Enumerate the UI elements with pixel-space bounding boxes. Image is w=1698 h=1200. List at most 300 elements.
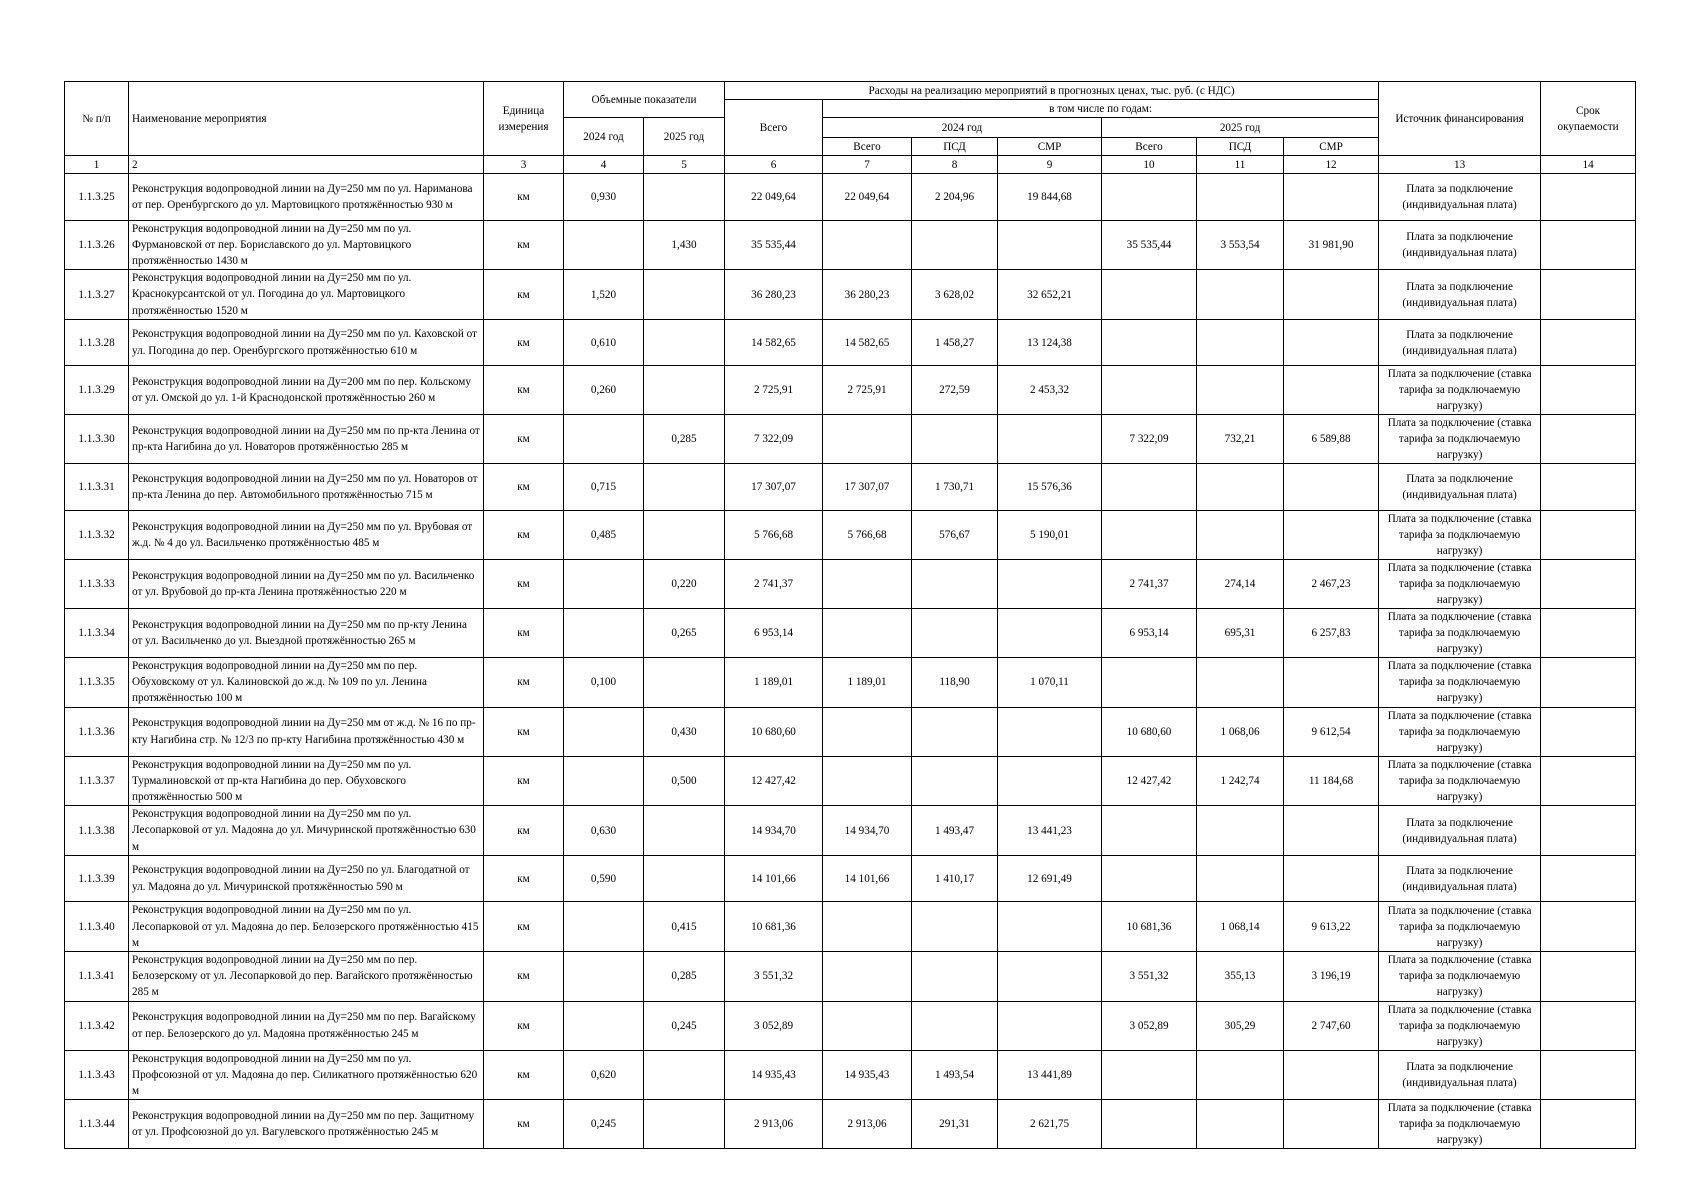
funding-source-cell: Плата за подключение (ставка тарифа за подключаемую нагрузку) — [1379, 756, 1541, 806]
total-2024-cell: 14 935,43 — [823, 1050, 912, 1100]
header-unit: Единица измерения — [484, 82, 564, 156]
total-cost-cell: 3 052,89 — [725, 1001, 823, 1050]
psd-2025-cell — [1197, 1050, 1284, 1100]
investment-program-table — [64, 81, 1636, 1149]
smr-2025-cell — [1284, 366, 1379, 415]
measure-name: Реконструкция водопроводной линии на Ду=250 мм по ул. Лесопарковой от ул. Мадояна до ул. Мичуринской протяжённостью 630 м — [129, 806, 484, 856]
payback-cell — [1541, 174, 1636, 221]
measure-name: Реконструкция водопроводной линии на Ду=250 мм по ул. Врубовая от ж.д. № 4 до ул. Васильченко протяжённостью 485 м — [129, 511, 484, 560]
header-volume-2025: 2025 год — [644, 118, 725, 156]
psd-2024-cell — [912, 902, 998, 952]
volume-2025-cell: 1,430 — [644, 220, 725, 270]
payback-cell — [1541, 707, 1636, 756]
volume-2025-cell: 0,285 — [644, 415, 725, 464]
header-2024-total: Всего — [823, 138, 912, 156]
total-cost-cell: 36 280,23 — [725, 270, 823, 320]
psd-2025-cell — [1197, 319, 1284, 366]
volume-2025-cell: 0,430 — [644, 707, 725, 756]
smr-2024-cell — [998, 902, 1102, 952]
total-2025-cell: 10 681,36 — [1102, 902, 1197, 952]
payback-cell — [1541, 220, 1636, 270]
psd-2024-cell — [912, 609, 998, 658]
volume-2025-cell — [644, 270, 725, 320]
volume-2024-cell: 0,630 — [564, 806, 644, 856]
smr-2024-cell — [998, 560, 1102, 609]
row-number: 1.1.3.44 — [65, 1100, 129, 1149]
total-cost-cell: 7 322,09 — [725, 415, 823, 464]
column-number: 13 — [1379, 156, 1541, 174]
total-2025-cell: 3 551,32 — [1102, 952, 1197, 1002]
smr-2025-cell: 6 257,83 — [1284, 609, 1379, 658]
volume-2025-cell — [644, 855, 725, 902]
total-2024-cell — [823, 707, 912, 756]
payback-cell — [1541, 1100, 1636, 1149]
total-2025-cell: 35 535,44 — [1102, 220, 1197, 270]
unit-cell: км — [484, 609, 564, 658]
table-row — [65, 1050, 1636, 1100]
psd-2024-cell: 291,31 — [912, 1100, 998, 1149]
row-number: 1.1.3.28 — [65, 319, 129, 366]
volume-2024-cell — [564, 560, 644, 609]
smr-2024-cell — [998, 415, 1102, 464]
header-payback: Срок окупаемости — [1541, 82, 1636, 156]
total-2025-cell — [1102, 174, 1197, 221]
smr-2025-cell: 2 747,60 — [1284, 1001, 1379, 1050]
total-cost-cell: 14 582,65 — [725, 319, 823, 366]
volume-2025-cell — [644, 1100, 725, 1149]
measure-name: Реконструкция водопроводной линии на Ду=250 мм по ул. Лесопарковой от ул. Мадояна до пер. Белозерского протяжённостью 415 м — [129, 902, 484, 952]
smr-2024-cell — [998, 952, 1102, 1002]
column-number: 3 — [484, 156, 564, 174]
psd-2025-cell: 1 068,14 — [1197, 902, 1284, 952]
unit-cell: км — [484, 415, 564, 464]
funding-source-cell: Плата за подключение (индивидуальная плата) — [1379, 464, 1541, 511]
total-2024-cell — [823, 220, 912, 270]
total-cost-cell: 2 741,37 — [725, 560, 823, 609]
smr-2025-cell: 2 467,23 — [1284, 560, 1379, 609]
header-expenses: Расходы на реализацию мероприятий в прогнозных ценах, тыс. руб. (с НДС) — [725, 82, 1379, 100]
funding-source-cell: Плата за подключение (индивидуальная плата) — [1379, 270, 1541, 320]
smr-2024-cell — [998, 707, 1102, 756]
smr-2024-cell — [998, 220, 1102, 270]
volume-2025-cell: 0,245 — [644, 1001, 725, 1050]
column-number: 1 — [65, 156, 129, 174]
psd-2024-cell: 576,67 — [912, 511, 998, 560]
column-number: 4 — [564, 156, 644, 174]
payback-cell — [1541, 511, 1636, 560]
smr-2025-cell: 31 981,90 — [1284, 220, 1379, 270]
measure-name: Реконструкция водопроводной линии на Ду=250 мм по ул. Васильченко от ул. Врубовой до пр-кта Ленина протяжённостью 220 м — [129, 560, 484, 609]
smr-2025-cell — [1284, 1050, 1379, 1100]
psd-2024-cell — [912, 756, 998, 806]
psd-2024-cell — [912, 707, 998, 756]
table-row — [65, 319, 1636, 366]
smr-2025-cell — [1284, 319, 1379, 366]
psd-2025-cell — [1197, 174, 1284, 221]
table-row — [65, 1001, 1636, 1050]
psd-2025-cell — [1197, 806, 1284, 856]
volume-2025-cell — [644, 174, 725, 221]
total-cost-cell: 6 953,14 — [725, 609, 823, 658]
volume-2024-cell — [564, 1001, 644, 1050]
total-2024-cell: 14 582,65 — [823, 319, 912, 366]
unit-cell: км — [484, 902, 564, 952]
psd-2024-cell: 272,59 — [912, 366, 998, 415]
total-2024-cell: 17 307,07 — [823, 464, 912, 511]
total-2025-cell: 10 680,60 — [1102, 707, 1197, 756]
measure-name: Реконструкция водопроводной линии на Ду=250 мм от ж.д. № 16 по пр-кту Нагибина стр. № 12/3 по пр-кту Нагибина протяжённостью 430 м — [129, 707, 484, 756]
psd-2024-cell — [912, 1001, 998, 1050]
measure-name: Реконструкция водопроводной линии на Ду=250 мм по ул. Каховской от ул. Погодина до пер. Оренбургского протяжённостью 610 м — [129, 319, 484, 366]
payback-cell — [1541, 270, 1636, 320]
measure-name: Реконструкция водопроводной линии на Ду=250 мм по ул. Фурмановской от пер. Бориславского до ул. Мартовицкого протяжённостью 1430 м — [129, 220, 484, 270]
row-number: 1.1.3.32 — [65, 511, 129, 560]
header-total: Всего — [725, 100, 823, 156]
psd-2024-cell — [912, 560, 998, 609]
total-2024-cell — [823, 952, 912, 1002]
column-number: 2 — [129, 156, 484, 174]
payback-cell — [1541, 952, 1636, 1002]
unit-cell: км — [484, 270, 564, 320]
header-year-2025: 2025 год — [1102, 118, 1379, 138]
table-body — [65, 174, 1636, 1149]
header-year-2024: 2024 год — [823, 118, 1102, 138]
header-2025-total: Всего — [1102, 138, 1197, 156]
volume-2024-cell — [564, 952, 644, 1002]
total-2024-cell: 2 725,91 — [823, 366, 912, 415]
psd-2024-cell: 1 730,71 — [912, 464, 998, 511]
table-row — [65, 270, 1636, 320]
funding-source-cell: Плата за подключение (ставка тарифа за подключаемую нагрузку) — [1379, 952, 1541, 1002]
header-2025-smr: СМР — [1284, 138, 1379, 156]
payback-cell — [1541, 464, 1636, 511]
psd-2024-cell: 1 493,47 — [912, 806, 998, 856]
unit-cell: км — [484, 855, 564, 902]
psd-2024-cell — [912, 220, 998, 270]
row-number: 1.1.3.42 — [65, 1001, 129, 1050]
total-cost-cell: 3 551,32 — [725, 952, 823, 1002]
payback-cell — [1541, 366, 1636, 415]
unit-cell: км — [484, 174, 564, 221]
total-2024-cell — [823, 756, 912, 806]
psd-2024-cell — [912, 952, 998, 1002]
payback-cell — [1541, 1001, 1636, 1050]
measure-name: Реконструкция водопроводной линии на Ду=250 мм по пер. Белозерскому от ул. Лесопарковой до пер. Вагайского протяжённостью 285 м — [129, 952, 484, 1002]
smr-2025-cell: 9 612,54 — [1284, 707, 1379, 756]
smr-2025-cell — [1284, 464, 1379, 511]
volume-2025-cell — [644, 366, 725, 415]
header-volume-2024: 2024 год — [564, 118, 644, 156]
total-2025-cell — [1102, 806, 1197, 856]
volume-2025-cell — [644, 511, 725, 560]
psd-2025-cell: 3 553,54 — [1197, 220, 1284, 270]
total-2025-cell — [1102, 511, 1197, 560]
table-row — [65, 806, 1636, 856]
row-number: 1.1.3.40 — [65, 902, 129, 952]
row-number: 1.1.3.37 — [65, 756, 129, 806]
row-number: 1.1.3.30 — [65, 415, 129, 464]
total-cost-cell: 2 725,91 — [725, 366, 823, 415]
total-2025-cell: 12 427,42 — [1102, 756, 1197, 806]
header-2024-smr: СМР — [998, 138, 1102, 156]
payback-cell — [1541, 1050, 1636, 1100]
header-by-years: в том числе по годам: — [823, 100, 1379, 118]
total-cost-cell: 35 535,44 — [725, 220, 823, 270]
funding-source-cell: Плата за подключение (ставка тарифа за подключаемую нагрузку) — [1379, 560, 1541, 609]
total-2024-cell: 1 189,01 — [823, 658, 912, 708]
funding-source-cell: Плата за подключение (индивидуальная плата) — [1379, 220, 1541, 270]
volume-2025-cell: 0,265 — [644, 609, 725, 658]
measure-name: Реконструкция водопроводной линии на Ду=250 мм по пер. Защитному от ул. Профсоюзной до ул. Вагулевского протяжённостью 245 м — [129, 1100, 484, 1149]
smr-2024-cell: 5 190,01 — [998, 511, 1102, 560]
header-name: Наименование мероприятия — [129, 82, 484, 156]
smr-2024-cell: 13 441,23 — [998, 806, 1102, 856]
smr-2024-cell: 2 621,75 — [998, 1100, 1102, 1149]
funding-source-cell: Плата за подключение (ставка тарифа за подключаемую нагрузку) — [1379, 511, 1541, 560]
unit-cell: км — [484, 707, 564, 756]
smr-2024-cell: 32 652,21 — [998, 270, 1102, 320]
total-cost-cell: 5 766,68 — [725, 511, 823, 560]
total-2024-cell: 14 101,66 — [823, 855, 912, 902]
table-row — [65, 609, 1636, 658]
volume-2025-cell: 0,500 — [644, 756, 725, 806]
total-cost-cell: 14 935,43 — [725, 1050, 823, 1100]
total-2025-cell — [1102, 464, 1197, 511]
unit-cell: км — [484, 366, 564, 415]
psd-2025-cell: 355,13 — [1197, 952, 1284, 1002]
volume-2024-cell: 0,620 — [564, 1050, 644, 1100]
smr-2024-cell: 12 691,49 — [998, 855, 1102, 902]
measure-name: Реконструкция водопроводной линии на Ду=250 мм по ул. Новаторов от пр-кта Ленина до пер. Автомобильного протяжённостью 715 м — [129, 464, 484, 511]
table-row — [65, 658, 1636, 708]
smr-2024-cell: 19 844,68 — [998, 174, 1102, 221]
smr-2024-cell — [998, 609, 1102, 658]
measure-name: Реконструкция водопроводной линии на Ду=250 мм по ул. Нариманова от пер. Оренбургского до ул. Мартовицкого протяжённостью 930 м — [129, 174, 484, 221]
total-cost-cell: 10 681,36 — [725, 902, 823, 952]
smr-2025-cell — [1284, 658, 1379, 708]
unit-cell: км — [484, 464, 564, 511]
table-row — [65, 220, 1636, 270]
measure-name: Реконструкция водопроводной линии на Ду=250 мм по пер. Вагайскому от пер. Белозерского до ул. Мадояна протяжённостью 245 м — [129, 1001, 484, 1050]
volume-2024-cell: 0,590 — [564, 855, 644, 902]
unit-cell: км — [484, 220, 564, 270]
total-2024-cell: 36 280,23 — [823, 270, 912, 320]
column-number: 7 — [823, 156, 912, 174]
total-2025-cell — [1102, 270, 1197, 320]
volume-2024-cell: 0,485 — [564, 511, 644, 560]
table-row — [65, 464, 1636, 511]
total-cost-cell: 1 189,01 — [725, 658, 823, 708]
smr-2025-cell — [1284, 511, 1379, 560]
column-number: 6 — [725, 156, 823, 174]
volume-2024-cell: 0,610 — [564, 319, 644, 366]
total-cost-cell: 2 913,06 — [725, 1100, 823, 1149]
table-row — [65, 707, 1636, 756]
volume-2025-cell: 0,220 — [644, 560, 725, 609]
smr-2025-cell: 11 184,68 — [1284, 756, 1379, 806]
column-number: 9 — [998, 156, 1102, 174]
smr-2024-cell — [998, 1001, 1102, 1050]
funding-source-cell: Плата за подключение (ставка тарифа за подключаемую нагрузку) — [1379, 658, 1541, 708]
total-2024-cell: 2 913,06 — [823, 1100, 912, 1149]
unit-cell: км — [484, 1100, 564, 1149]
total-cost-cell: 14 934,70 — [725, 806, 823, 856]
row-number: 1.1.3.31 — [65, 464, 129, 511]
psd-2025-cell: 732,21 — [1197, 415, 1284, 464]
row-number: 1.1.3.27 — [65, 270, 129, 320]
smr-2025-cell — [1284, 1100, 1379, 1149]
row-number: 1.1.3.36 — [65, 707, 129, 756]
psd-2025-cell: 1 242,74 — [1197, 756, 1284, 806]
smr-2024-cell: 2 453,32 — [998, 366, 1102, 415]
row-number: 1.1.3.35 — [65, 658, 129, 708]
total-2025-cell: 3 052,89 — [1102, 1001, 1197, 1050]
unit-cell: км — [484, 511, 564, 560]
measure-name: Реконструкция водопроводной линии на Ду=200 мм по пер. Кольскому от ул. Омской до ул. 1-й Краснодонской протяжённостью 260 м — [129, 366, 484, 415]
volume-2025-cell: 0,415 — [644, 902, 725, 952]
header-source: Источник финансирования — [1379, 82, 1541, 156]
volume-2024-cell: 0,715 — [564, 464, 644, 511]
total-2025-cell — [1102, 319, 1197, 366]
measure-name: Реконструкция водопроводной линии на Ду=250 мм по ул. Турмалиновской от пр-кта Нагибина до пер. Обуховского протяжённостью 500 м — [129, 756, 484, 806]
volume-2024-cell — [564, 220, 644, 270]
psd-2025-cell: 305,29 — [1197, 1001, 1284, 1050]
table-row — [65, 560, 1636, 609]
table-row — [65, 952, 1636, 1002]
total-2024-cell — [823, 902, 912, 952]
smr-2025-cell: 3 196,19 — [1284, 952, 1379, 1002]
smr-2024-cell: 15 576,36 — [998, 464, 1102, 511]
funding-source-cell: Плата за подключение (ставка тарифа за подключаемую нагрузку) — [1379, 707, 1541, 756]
payback-cell — [1541, 756, 1636, 806]
measure-name: Реконструкция водопроводной линии на Ду=250 мм по пр-кта Ленина от пр-кта Нагибина до ул. Новаторов протяжённостью 285 м — [129, 415, 484, 464]
psd-2025-cell: 1 068,06 — [1197, 707, 1284, 756]
volume-2025-cell: 0,285 — [644, 952, 725, 1002]
row-number: 1.1.3.39 — [65, 855, 129, 902]
funding-source-cell: Плата за подключение (индивидуальная плата) — [1379, 319, 1541, 366]
table-row — [65, 366, 1636, 415]
psd-2025-cell — [1197, 1100, 1284, 1149]
total-2025-cell — [1102, 1100, 1197, 1149]
total-2024-cell — [823, 1001, 912, 1050]
volume-2025-cell — [644, 806, 725, 856]
payback-cell — [1541, 658, 1636, 708]
volume-2025-cell — [644, 319, 725, 366]
column-number: 10 — [1102, 156, 1197, 174]
table-row — [65, 855, 1636, 902]
unit-cell: км — [484, 756, 564, 806]
psd-2025-cell — [1197, 366, 1284, 415]
smr-2025-cell — [1284, 270, 1379, 320]
volume-2024-cell: 1,520 — [564, 270, 644, 320]
volume-2025-cell — [644, 1050, 725, 1100]
column-number: 8 — [912, 156, 998, 174]
smr-2024-cell: 13 124,38 — [998, 319, 1102, 366]
unit-cell: км — [484, 560, 564, 609]
unit-cell: км — [484, 319, 564, 366]
psd-2024-cell: 3 628,02 — [912, 270, 998, 320]
unit-cell: км — [484, 806, 564, 856]
psd-2025-cell — [1197, 464, 1284, 511]
payback-cell — [1541, 855, 1636, 902]
funding-source-cell: Плата за подключение (индивидуальная плата) — [1379, 1050, 1541, 1100]
volume-2024-cell — [564, 415, 644, 464]
smr-2025-cell — [1284, 806, 1379, 856]
volume-2024-cell: 0,100 — [564, 658, 644, 708]
total-cost-cell: 10 680,60 — [725, 707, 823, 756]
row-number: 1.1.3.41 — [65, 952, 129, 1002]
row-number: 1.1.3.33 — [65, 560, 129, 609]
column-number: 11 — [1197, 156, 1284, 174]
total-2025-cell: 7 322,09 — [1102, 415, 1197, 464]
payback-cell — [1541, 609, 1636, 658]
measure-name: Реконструкция водопроводной линии на Ду=250 мм по пер. Обуховскому от ул. Калиновской до ж.д. № 109 по ул. Ленина протяжённостью 100 м — [129, 658, 484, 708]
measure-name: Реконструкция водопроводной линии на Ду=250 мм по пр-кту Ленина от ул. Васильченко до ул. Выездной протяжённостью 265 м — [129, 609, 484, 658]
unit-cell: км — [484, 952, 564, 1002]
table-row — [65, 756, 1636, 806]
row-number: 1.1.3.43 — [65, 1050, 129, 1100]
psd-2025-cell — [1197, 270, 1284, 320]
volume-2024-cell — [564, 707, 644, 756]
volume-2024-cell — [564, 902, 644, 952]
table-row — [65, 902, 1636, 952]
total-2025-cell — [1102, 366, 1197, 415]
volume-2024-cell: 0,930 — [564, 174, 644, 221]
table-row — [65, 1100, 1636, 1149]
funding-source-cell: Плата за подключение (ставка тарифа за подключаемую нагрузку) — [1379, 1001, 1541, 1050]
psd-2024-cell: 1 493,54 — [912, 1050, 998, 1100]
row-number: 1.1.3.29 — [65, 366, 129, 415]
smr-2025-cell: 6 589,88 — [1284, 415, 1379, 464]
funding-source-cell: Плата за подключение (индивидуальная плата) — [1379, 174, 1541, 221]
volume-2024-cell: 0,245 — [564, 1100, 644, 1149]
psd-2025-cell — [1197, 658, 1284, 708]
smr-2024-cell: 13 441,89 — [998, 1050, 1102, 1100]
measure-name: Реконструкция водопроводной линии на Ду=250 мм по ул. Профсоюзной от ул. Мадояна до пер. Силикатного протяжённостью 620 м — [129, 1050, 484, 1100]
total-2024-cell: 14 934,70 — [823, 806, 912, 856]
funding-source-cell: Плата за подключение (ставка тарифа за подключаемую нагрузку) — [1379, 902, 1541, 952]
total-2025-cell: 6 953,14 — [1102, 609, 1197, 658]
psd-2024-cell: 2 204,96 — [912, 174, 998, 221]
psd-2025-cell: 274,14 — [1197, 560, 1284, 609]
payback-cell — [1541, 415, 1636, 464]
row-number: 1.1.3.25 — [65, 174, 129, 221]
table-row — [65, 174, 1636, 221]
funding-source-cell: Плата за подключение (ставка тарифа за подключаемую нагрузку) — [1379, 1100, 1541, 1149]
payback-cell — [1541, 902, 1636, 952]
smr-2025-cell — [1284, 174, 1379, 221]
smr-2025-cell: 9 613,22 — [1284, 902, 1379, 952]
table-row — [65, 415, 1636, 464]
volume-2025-cell — [644, 464, 725, 511]
row-number: 1.1.3.38 — [65, 806, 129, 856]
total-cost-cell: 22 049,64 — [725, 174, 823, 221]
psd-2025-cell: 695,31 — [1197, 609, 1284, 658]
payback-cell — [1541, 319, 1636, 366]
total-cost-cell: 17 307,07 — [725, 464, 823, 511]
total-2025-cell — [1102, 855, 1197, 902]
header-volume: Объемные показатели — [564, 82, 725, 118]
row-number: 1.1.3.34 — [65, 609, 129, 658]
smr-2024-cell — [998, 756, 1102, 806]
funding-source-cell: Плата за подключение (индивидуальная плата) — [1379, 855, 1541, 902]
unit-cell: км — [484, 1050, 564, 1100]
measure-name: Реконструкция водопроводной линии на Ду=250 по ул. Благодатной от ул. Мадояна до ул. Мичуринской протяжённостью 590 м — [129, 855, 484, 902]
table-row — [65, 511, 1636, 560]
total-2024-cell — [823, 560, 912, 609]
payback-cell — [1541, 806, 1636, 856]
column-number: 12 — [1284, 156, 1379, 174]
